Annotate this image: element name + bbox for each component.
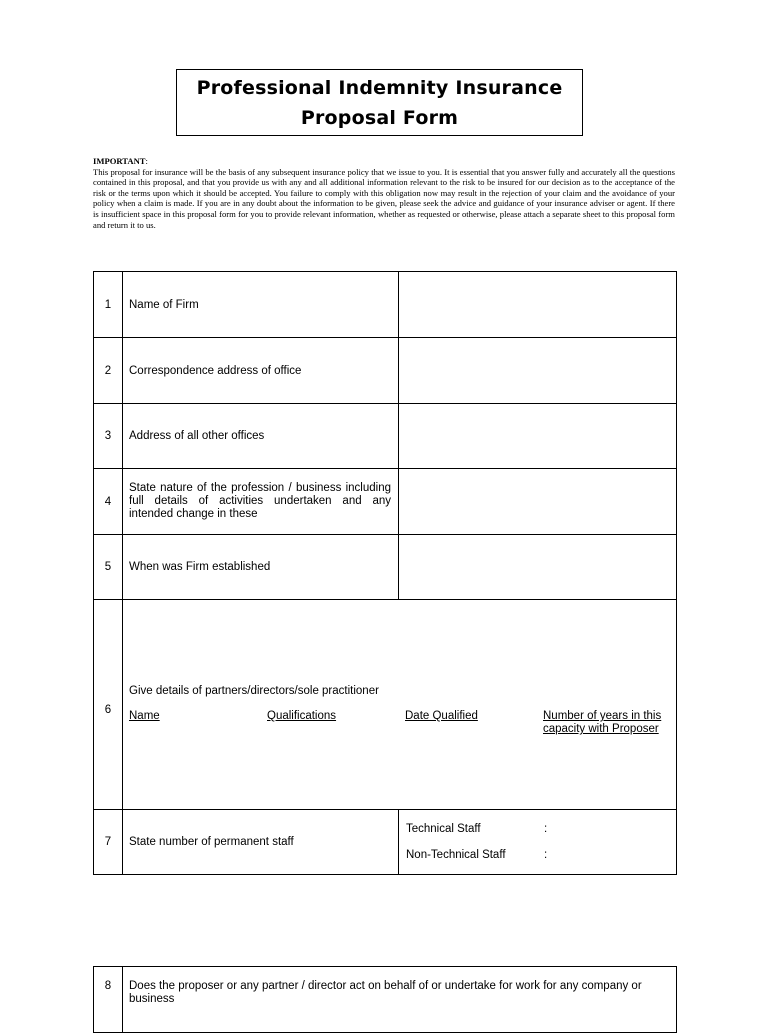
question-row-4 [94,469,677,535]
non-technical-staff-row[interactable] [400,842,675,868]
question-label-partners: Give details of partners/directors/sole practitioner [129,685,379,697]
question-row-8 [94,967,677,1033]
answer-other-offices[interactable] [399,404,677,469]
form-title-box [176,69,583,136]
column-header-years-in-capacity: Number of years in this capacity with Proposer [543,710,662,735]
column-header-date-qualified: Date Qualified [405,710,478,722]
proposal-questions-table-continued [93,966,677,1033]
question-number: 4 [94,469,123,535]
question-number: 2 [94,338,123,404]
important-colon: : [145,156,148,166]
question-label-firm-established: When was Firm established [123,535,399,600]
question-number: 1 [94,272,123,338]
question-number: 6 [94,600,123,810]
question-row-2 [94,338,677,404]
question-row-7 [94,810,677,875]
non-technical-staff-label: Non-Technical Staff [406,849,506,861]
answer-correspondence-address[interactable] [399,338,677,404]
non-technical-staff-colon: : [544,849,548,861]
important-text: This proposal for insurance will be the basis of any subsequent insurance policy that we issue to you. It is essential that you answer fully and accurately all the questions contained in this proposal, and that you provide us with any and all additional information relevant to the risk to be insured for our decision as to the acceptance of the risk or the terms upon which it should be accepted. You failure to comply with this obligation now may result in the rejection of your claim and the avoidance of your policy when a claim is made. If you are in any doubt about the information to be given, please seek the advice and guidance of your insurance adviser or agent. If there is insufficient space in this proposal form for you to provide relevant information, whether as requested or otherwise, please attach a separate sheet to this proposal form and return it to us. [93,166,675,230]
partners-column-headers [129,710,669,736]
answer-firm-established[interactable] [399,535,677,600]
answer-nature-of-business[interactable] [399,469,677,535]
staff-counts-cell[interactable] [399,810,677,875]
question-label-acts-for-other-business: Does the proposer or any partner / director act on behalf of or undertake for work for any company or business [123,967,677,1033]
question-number: 7 [94,810,123,875]
technical-staff-label: Technical Staff [406,823,481,835]
proposal-questions-table [93,271,677,875]
column-header-qualifications: Qualifications [267,710,337,722]
form-title-line-2: Proposal Form [300,106,459,129]
question-number: 8 [94,967,123,1033]
answer-name-of-firm[interactable] [399,272,677,338]
question-label-nature-of-business: State nature of the profession / business including full details of activities undertaken and any intended change in these [123,469,399,535]
question-row-5 [94,535,677,600]
question-label-correspondence-address: Correspondence address of office [123,338,399,404]
question-label-name-of-firm: Name of Firm [123,272,399,338]
technical-staff-row[interactable] [400,816,675,842]
question-label-other-offices: Address of all other offices [123,404,399,469]
question-row-6 [94,600,677,810]
technical-staff-colon: : [544,823,548,835]
column-header-name: Name [129,710,160,722]
question-row-1 [94,272,677,338]
partners-details-cell[interactable] [123,600,677,810]
important-heading: IMPORTANT [93,156,146,166]
question-row-3 [94,404,677,469]
question-label-permanent-staff: State number of permanent staff [123,810,399,875]
question-number: 3 [94,404,123,469]
form-title-line-1: Professional Indemnity Insurance [196,76,563,99]
question-number: 5 [94,535,123,600]
important-notice [93,156,675,230]
